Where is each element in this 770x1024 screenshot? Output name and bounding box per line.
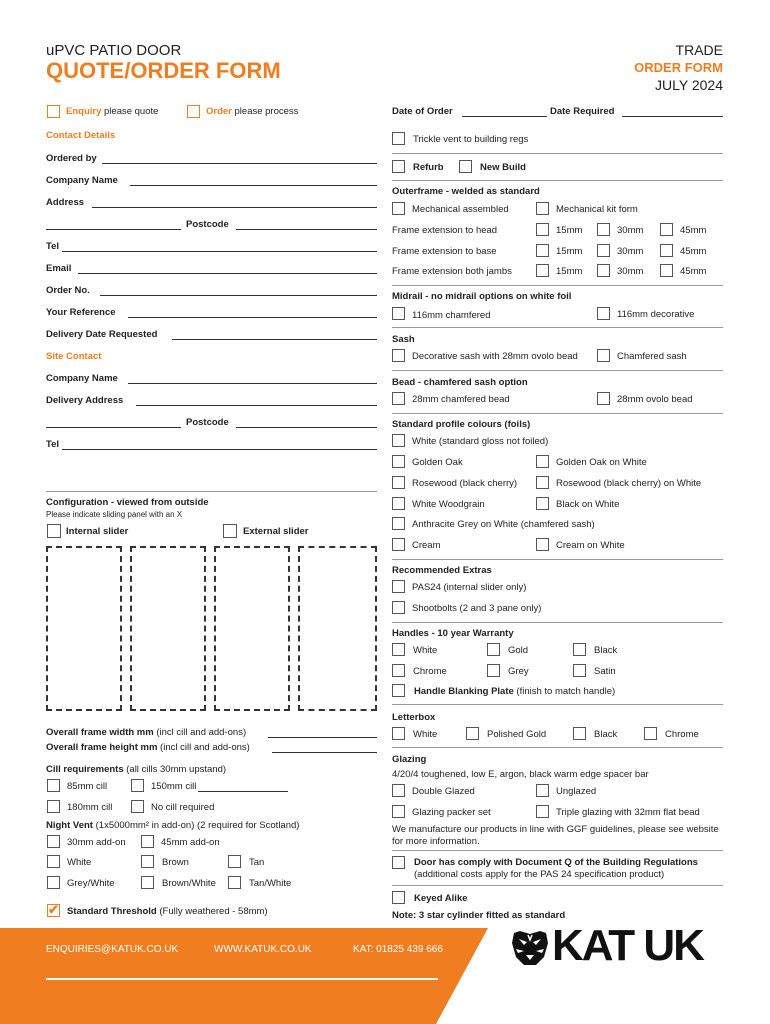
site-address-label: Delivery Address [46, 395, 124, 406]
divider [392, 285, 723, 286]
packer-checkbox[interactable] [392, 805, 405, 818]
cill-85-checkbox[interactable] [47, 779, 60, 792]
double-glazed-checkbox[interactable] [392, 784, 405, 797]
handle-gold-checkbox[interactable] [487, 643, 500, 656]
date-of-order-field[interactable] [462, 116, 547, 117]
divider [392, 885, 723, 886]
ext-base-30-checkbox[interactable] [597, 244, 610, 257]
footer-phone: KAT: 01825 439 666 [353, 944, 443, 955]
sash-chamfered-checkbox[interactable] [597, 349, 610, 362]
doorq-label: Door has comply with Document Q of the Building Regulations [414, 857, 698, 868]
divider [392, 704, 723, 705]
handle-black-checkbox[interactable] [573, 643, 586, 656]
frame-width-label: Overall frame width mm (incl cill and add-ons) [46, 727, 247, 738]
col-cream-white-label: Cream on White [556, 540, 625, 551]
tel-label: Tel [46, 241, 60, 252]
keyed-alike-label: Keyed Alike [414, 893, 468, 904]
doorq-note: (additional costs apply for the PAS 24 specification product) [414, 869, 665, 880]
col-golden-white-checkbox[interactable] [536, 455, 549, 468]
cill-150-label: 150mm cill [151, 781, 197, 792]
order-form-label: ORDER FORM [634, 60, 723, 75]
bead-ovolo-checkbox[interactable] [597, 392, 610, 405]
footer-rule [46, 978, 438, 980]
nightvent-30-checkbox[interactable] [47, 835, 60, 848]
handle-grey-label: Grey [508, 666, 529, 677]
address-field[interactable] [92, 207, 377, 208]
midrail-heading: Midrail - no midrail options on white foil [392, 291, 572, 302]
trade-label: TRADE [675, 42, 723, 58]
site-address-field[interactable] [136, 405, 377, 406]
nv-grey-white-label: Grey/White [67, 878, 115, 889]
divider [392, 413, 723, 414]
col-white-label: White (standard gloss not foiled) [412, 436, 549, 447]
midrail-decorative-label: 116mm decorative [617, 309, 695, 320]
order-checkbox[interactable] [187, 105, 200, 118]
col-black-white-label: Black on White [556, 499, 620, 510]
email-label: Email [46, 263, 72, 274]
company-name-label: Company Name [46, 175, 118, 186]
ext-base-15-checkbox[interactable] [536, 244, 549, 257]
ordered-by-field[interactable] [102, 163, 377, 164]
bead-heading: Bead - chamfered sash option [392, 377, 528, 388]
config-note: Please indicate sliding panel with an X [46, 510, 183, 519]
threshold-checkbox[interactable] [47, 904, 60, 917]
cill-150-field[interactable] [198, 791, 288, 792]
ext-base-45-label: 45mm [680, 246, 707, 257]
door-panel-1[interactable] [46, 546, 122, 711]
frame-width-field[interactable] [268, 737, 377, 738]
midrail-chamfered-label: 116mm chamfered [412, 310, 491, 321]
mech-kit-label: Mechanical kit form [556, 204, 638, 215]
triple-glazing-label: Triple glazing with 32mm flat bead [556, 807, 700, 818]
letterbox-heading: Letterbox [392, 712, 436, 723]
ext-head-15-checkbox[interactable] [536, 223, 549, 236]
no-cill-label: No cill required [151, 802, 215, 813]
col-rosewood-white-label: Rosewood (black cherry) on White [556, 478, 702, 489]
order-no-field[interactable] [100, 295, 377, 296]
colours-heading: Standard profile colours (foils) [392, 419, 531, 430]
lb-chrome-label: Chrome [665, 729, 699, 740]
reference-label: Your Reference [46, 307, 116, 318]
shootbolts-checkbox[interactable] [392, 601, 405, 614]
unglazed-checkbox[interactable] [536, 784, 549, 797]
ext-base-45-checkbox[interactable] [660, 244, 673, 257]
ext-head-30-label: 30mm [617, 225, 644, 236]
col-black-white-checkbox[interactable] [536, 497, 549, 510]
lb-gold-checkbox[interactable] [466, 727, 479, 740]
config-heading: Configuration - viewed from outside [46, 497, 209, 508]
cill-heading: Cill requirements (all cills 30mm upstand) [46, 764, 227, 775]
col-golden-white-label: Golden Oak on White [556, 457, 647, 468]
site-address-field-2[interactable] [46, 427, 181, 428]
nv-brown-label: Brown [162, 857, 189, 868]
midrail-decorative-checkbox[interactable] [597, 307, 610, 320]
threshold-label: Standard Threshold (Fully weathered - 58mm) [67, 906, 268, 917]
kat-uk-logo: KAT UK [552, 921, 703, 970]
form-subtitle: uPVC PATIO DOOR [46, 42, 182, 59]
order-label: Order please process [206, 106, 299, 117]
pas24-label: PAS24 (internal slider only) [412, 582, 527, 593]
company-name-field[interactable] [130, 185, 377, 186]
mech-kit-checkbox[interactable] [536, 202, 549, 215]
nv-brown-checkbox[interactable] [141, 855, 154, 868]
ext-base-30-label: 30mm [617, 246, 644, 257]
trickle-checkbox[interactable] [392, 132, 405, 145]
cill-180-label: 180mm cill [67, 802, 113, 813]
ext-base-15-label: 15mm [556, 246, 583, 257]
divider [392, 180, 723, 181]
refurb-label: Refurb [413, 162, 444, 173]
col-anthracite-label: Anthracite Grey on White (chamfered sash) [412, 519, 595, 530]
nv-white-label: White [67, 857, 92, 868]
external-slider-checkbox[interactable] [223, 524, 237, 538]
extras-heading: Recommended Extras [392, 565, 492, 576]
nv-brown-white-checkbox[interactable] [141, 876, 154, 889]
tiger-logo-icon [510, 929, 550, 967]
site-company-field[interactable] [128, 383, 377, 384]
address-field-2[interactable] [46, 229, 181, 230]
col-golden-label: Golden Oak [412, 457, 463, 468]
cill-85-label: 85mm cill [67, 781, 108, 792]
lb-black-checkbox[interactable] [573, 727, 586, 740]
ext-jambs-label: Frame extension both jambs [392, 266, 512, 277]
site-tel-field[interactable] [62, 449, 377, 450]
reference-field[interactable] [128, 317, 377, 318]
handle-grey-checkbox[interactable] [487, 664, 500, 677]
nv-brown-white-label: Brown/White [162, 878, 216, 889]
nv-tan-white-checkbox[interactable] [228, 876, 241, 889]
bead-chamfered-checkbox[interactable] [392, 392, 405, 405]
site-heading: Site Contact [46, 351, 102, 362]
sash-chamfered-label: Chamfered sash [617, 351, 687, 362]
col-rosewood-label: Rosewood (black cherry) [412, 478, 518, 489]
double-glazed-label: Double Glazed [412, 786, 475, 797]
tel-field[interactable] [62, 251, 377, 252]
cill-150-checkbox[interactable] [131, 779, 144, 792]
form-date: JULY 2024 [655, 77, 723, 93]
col-white-checkbox[interactable] [392, 434, 405, 447]
bead-chamfered-label: 28mm chamfered bead [412, 394, 510, 405]
date-required-label: Date Required [550, 106, 615, 117]
site-postcode-label: Postcode [186, 417, 229, 428]
keyed-alike-note: Note: 3 star cylinder fitted as standard [392, 910, 566, 921]
ggf-note: We manufacture our products in line with GGF guidelines, please see website for more information. [392, 824, 719, 847]
footer-email-link[interactable]: ENQUIRIES@KATUK.CO.UK [46, 944, 179, 955]
ordered-by-label: Ordered by [46, 153, 97, 164]
nv-tan-checkbox[interactable] [228, 855, 241, 868]
refurb-checkbox[interactable] [392, 160, 405, 173]
date-of-order-label: Date of Order [392, 106, 453, 117]
divider [46, 491, 377, 492]
ext-base-label: Frame extension to base [392, 246, 497, 257]
col-golden-checkbox[interactable] [392, 455, 405, 468]
ext-head-15-label: 15mm [556, 225, 583, 236]
handle-satin-label: Satin [594, 666, 616, 677]
no-cill-checkbox[interactable] [131, 800, 144, 813]
check-mark-icon: ✔ [48, 902, 59, 917]
date-required-field[interactable] [622, 116, 723, 117]
pas24-checkbox[interactable] [392, 580, 405, 593]
door-panel-3[interactable] [214, 546, 290, 711]
midrail-chamfered-checkbox[interactable] [392, 307, 405, 320]
blanking-plate-label: Handle Blanking Plate (finish to match handle) [414, 686, 616, 697]
nv-white-checkbox[interactable] [47, 855, 60, 868]
internal-slider-label: Internal slider [66, 526, 129, 537]
divider [392, 327, 723, 328]
nightvent-30-label: 30mm add-on [67, 837, 126, 848]
nv-tan-label: Tan [249, 857, 265, 868]
handle-white-checkbox[interactable] [392, 643, 405, 656]
divider [392, 850, 723, 851]
ext-head-30-checkbox[interactable] [597, 223, 610, 236]
lb-white-label: White [413, 729, 438, 740]
lb-black-label: Black [594, 729, 618, 740]
triple-glazing-checkbox[interactable] [536, 805, 549, 818]
lb-white-checkbox[interactable] [392, 727, 405, 740]
ext-jambs-15-checkbox[interactable] [536, 264, 549, 277]
ext-jambs-15-label: 15mm [556, 266, 583, 277]
keyed-alike-checkbox[interactable] [392, 891, 405, 904]
order-no-label: Order No. [46, 285, 90, 296]
nv-grey-white-checkbox[interactable] [47, 876, 60, 889]
col-woodgrain-label: White Woodgrain [412, 499, 485, 510]
bead-ovolo-label: 28mm ovolo bead [617, 394, 693, 405]
divider [392, 370, 723, 371]
ext-head-45-label: 45mm [680, 225, 707, 236]
ext-jambs-30-label: 30mm [617, 266, 644, 277]
site-tel-label: Tel [46, 439, 60, 450]
col-rosewood-checkbox[interactable] [392, 476, 405, 489]
ext-jambs-30-checkbox[interactable] [597, 264, 610, 277]
trickle-label: Trickle vent to building regs [413, 134, 529, 145]
divider [392, 622, 723, 623]
delivery-date-label: Delivery Date Requested [46, 329, 158, 340]
form-title: QUOTE/ORDER FORM [46, 58, 281, 83]
enquiry-label: Enquiry please quote [66, 106, 159, 117]
nightvent-45-checkbox[interactable] [141, 835, 154, 848]
doorq-checkbox[interactable] [392, 856, 405, 869]
address-label: Address [46, 197, 85, 208]
external-slider-label: External slider [243, 526, 309, 537]
handle-gold-label: Gold [508, 645, 529, 656]
handle-satin-checkbox[interactable] [573, 664, 586, 677]
handle-white-label: White [413, 645, 438, 656]
col-rosewood-white-checkbox[interactable] [536, 476, 549, 489]
ext-jambs-45-checkbox[interactable] [660, 264, 673, 277]
mech-assembled-checkbox[interactable] [392, 202, 405, 215]
handles-heading: Handles - 10 year Warranty [392, 628, 514, 639]
new-build-label: New Build [480, 162, 526, 173]
site-company-label: Company Name [46, 373, 118, 384]
divider [392, 559, 723, 560]
lb-gold-label: Polished Gold [487, 729, 547, 740]
enquiry-checkbox[interactable] [47, 105, 60, 118]
frame-height-field[interactable] [272, 752, 377, 753]
handle-chrome-checkbox[interactable] [392, 664, 405, 677]
nightvent-heading: Night Vent (1x5000mm² in add-on) (2 required for Scotland) [46, 820, 300, 831]
ext-head-label: Frame extension to head [392, 225, 498, 236]
internal-slider-checkbox[interactable] [47, 524, 61, 538]
site-postcode-field[interactable] [236, 427, 377, 428]
col-anthracite-checkbox[interactable] [392, 517, 405, 530]
col-cream-white-checkbox[interactable] [536, 538, 549, 551]
divider [392, 153, 723, 154]
postcode-label: Postcode [186, 219, 229, 230]
contact-heading: Contact Details [46, 130, 116, 141]
sash-decorative-checkbox[interactable] [392, 349, 405, 362]
sash-decorative-label: Decorative sash with 28mm ovolo bead [412, 351, 578, 362]
blanking-plate-checkbox[interactable] [392, 684, 405, 697]
col-cream-label: Cream [412, 540, 441, 551]
email-field[interactable] [78, 273, 377, 274]
footer-web-link[interactable]: WWW.KATUK.CO.UK [214, 944, 312, 955]
glazing-heading: Glazing [392, 754, 427, 765]
col-woodgrain-checkbox[interactable] [392, 497, 405, 510]
col-cream-checkbox[interactable] [392, 538, 405, 551]
nightvent-45-label: 45mm add-on [161, 837, 220, 848]
handle-black-label: Black [594, 645, 618, 656]
nv-tan-white-label: Tan/White [249, 878, 292, 889]
ext-head-45-checkbox[interactable] [660, 223, 673, 236]
delivery-date-field[interactable] [172, 339, 377, 340]
cill-180-checkbox[interactable] [47, 800, 60, 813]
postcode-field[interactable] [236, 229, 377, 230]
door-panel-4[interactable] [298, 546, 377, 711]
handle-chrome-label: Chrome [413, 666, 447, 677]
divider [392, 747, 723, 748]
packer-label: Glazing packer set [412, 807, 491, 818]
mech-assembled-label: Mechanical assembled [412, 204, 509, 215]
outerframe-heading: Outerframe - welded as standard [392, 186, 540, 197]
shootbolts-label: Shootbolts (2 and 3 pane only) [412, 603, 542, 614]
unglazed-label: Unglazed [556, 786, 597, 797]
lb-chrome-checkbox[interactable] [644, 727, 657, 740]
door-panel-2[interactable] [130, 546, 206, 711]
glazing-note: 4/20/4 toughened, low E, argon, black warm edge spacer bar [392, 769, 649, 780]
ext-jambs-45-label: 45mm [680, 266, 707, 277]
frame-height-label: Overall frame height mm (incl cill and add-ons) [46, 742, 250, 753]
sash-heading: Sash [392, 334, 415, 345]
new-build-checkbox[interactable] [459, 160, 472, 173]
